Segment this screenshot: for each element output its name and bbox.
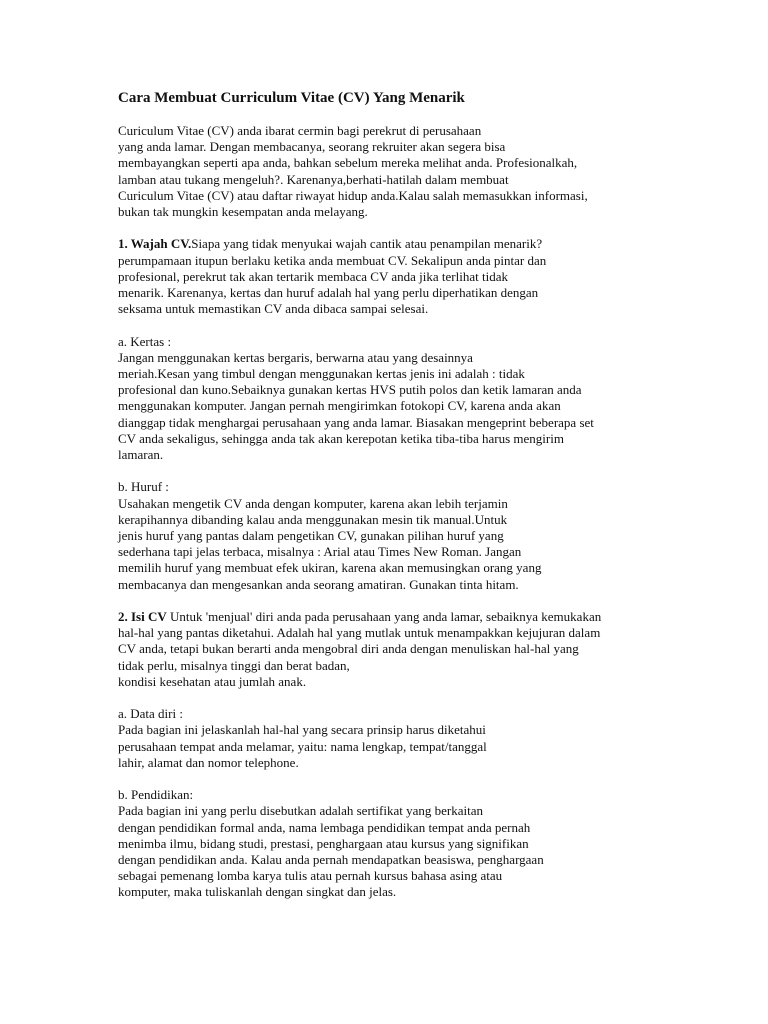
subsection-heading: a. Data diri :	[118, 706, 183, 722]
text-line: membayangkan seperti apa anda, bahkan sebelum mereka melihat anda. Profesionalkah,	[118, 155, 578, 171]
subsection-data-diri	[118, 706, 658, 771]
text-line: kondisi kesehatan atau jumlah anak.	[118, 673, 307, 689]
text-line: profesional, perekrut tak akan tertarik membaca CV anda jika terlihat tidak	[118, 268, 508, 284]
text-line: Siapa yang tidak menyukai wajah cantik atau penampilan menarik?	[191, 236, 543, 252]
text-line: perusahaan tempat anda melamar, yaitu: nama lengkap, tempat/tanggal	[118, 738, 487, 754]
text-line: yang anda lamar. Dengan membacanya, seorang rekruiter akan segera bisa	[118, 139, 506, 155]
text-line: dengan pendidikan formal anda, nama lembaga pendidikan tempat anda pernah	[118, 819, 531, 835]
subsection-kertas	[118, 334, 658, 464]
section-isi-cv	[118, 609, 658, 690]
subsection-heading: b. Pendidikan:	[118, 787, 194, 803]
text-line: sederhana tapi jelas terbaca, misalnya : Arial atau Times New Roman. Jangan	[118, 544, 522, 560]
text-line: jenis huruf yang pantas dalam pengetikan CV, gunakan pilihan huruf yang	[118, 528, 504, 544]
text-line: dianggap tidak menghargai perusahaan yang anda lamar. Biasakan mengeprint beberapa set	[118, 414, 594, 430]
text-line: memilih huruf yang membuat efek ukiran, karena akan memusingkan orang yang	[118, 560, 542, 576]
text-line: lahir, alamat dan nomor telephone.	[118, 754, 299, 770]
text-line: lamban atau tukang mengeluh?. Karenanya,berhati-hatilah dalam membuat	[118, 171, 509, 187]
subsection-heading: a. Kertas :	[118, 333, 172, 349]
section-first-line	[118, 609, 658, 625]
section-first-line	[118, 236, 658, 252]
text-line: Jangan menggunakan kertas bergaris, berwarna atau yang desainnya	[118, 349, 473, 365]
text-line: menggunakan komputer. Jangan pernah mengirimkan fotokopi CV, karena anda akan	[118, 398, 561, 414]
text-line: menimba ilmu, bidang studi, prestasi, penghargaan atau kursus yang signifikan	[118, 835, 529, 851]
text-line: CV anda sekaligus, sehingga anda tak akan kerepotan ketika tiba-tiba harus mengirim	[118, 430, 564, 446]
text-line: tidak perlu, misalnya tinggi dan berat badan,	[118, 657, 350, 673]
section-heading: 1. Wajah CV.	[118, 236, 192, 252]
text-line: membacanya dan mengesankan anda seorang amatiran. Gunakan tinta hitam.	[118, 576, 519, 592]
text-line: sebagai pemenang lomba karya tulis atau pernah kursus bahasa asing atau	[118, 868, 503, 884]
text-line: kerapihannya dibanding kalau anda menggunakan mesin tik manual.Untuk	[118, 511, 508, 527]
text-line: CV anda, tetapi bukan berarti anda mengobral diri anda dengan menuliskan hal-hal yang	[118, 641, 579, 657]
text-line: Curiculum Vitae (CV) atau daftar riwayat hidup anda.Kalau salah memasukkan informasi,	[118, 187, 588, 203]
text-line: profesional dan kuno.Sebaiknya gunakan kertas HVS putih polos dan ketik lamaran anda	[118, 382, 582, 398]
text-line: menarik. Karenanya, kertas dan huruf adalah hal yang perlu diperhatikan dengan	[118, 285, 539, 301]
text-line: Curiculum Vitae (CV) anda ibarat cermin bagi perekrut di perusahaan	[118, 123, 482, 138]
text-line: perumpamaan itupun berlaku ketika anda membuat CV. Sekalipun anda pintar dan	[118, 252, 547, 268]
subsection-huruf	[118, 479, 658, 592]
text-line: bukan tak mungkin kesempatan anda melayang.	[118, 204, 368, 220]
section-heading: 2. Isi CV	[118, 609, 167, 625]
text-line: lamaran.	[118, 447, 164, 463]
text-line: Untuk 'menjual' diri anda pada perusahaan yang anda lamar, sebaiknya kemukakan	[166, 609, 602, 625]
text-line: Usahakan mengetik CV anda dengan komputer, karena akan lebih terjamin	[118, 495, 508, 511]
section-wajah-cv	[118, 236, 658, 317]
text-line: seksama untuk memastikan CV anda dibaca sampai selesai.	[118, 301, 429, 317]
document-page	[118, 89, 658, 917]
text-line: Pada bagian ini yang perlu disebutkan adalah sertifikat yang berkaitan	[118, 803, 483, 819]
text-line: Pada bagian ini jelaskanlah hal-hal yang secara prinsip harus diketahui	[118, 722, 486, 738]
text-line: komputer, maka tuliskanlah dengan singkat dan jelas.	[118, 884, 397, 900]
document-title: Cara Membuat Curriculum Vitae (CV) Yang Menarik	[118, 90, 465, 106]
subsection-heading: b. Huruf :	[118, 479, 169, 495]
subsection-pendidikan	[118, 787, 658, 900]
intro-paragraph	[118, 123, 658, 220]
text-line: dengan pendidikan anda. Kalau anda pernah mendapatkan beasiswa, penghargaan	[118, 852, 544, 868]
text-line: hal-hal yang pantas diketahui. Adalah hal yang mutlak untuk menampakkan kejujuran dalam	[118, 625, 601, 641]
text-line: meriah.Kesan yang timbul dengan menggunakan kertas jenis ini adalah : tidak	[118, 366, 525, 382]
